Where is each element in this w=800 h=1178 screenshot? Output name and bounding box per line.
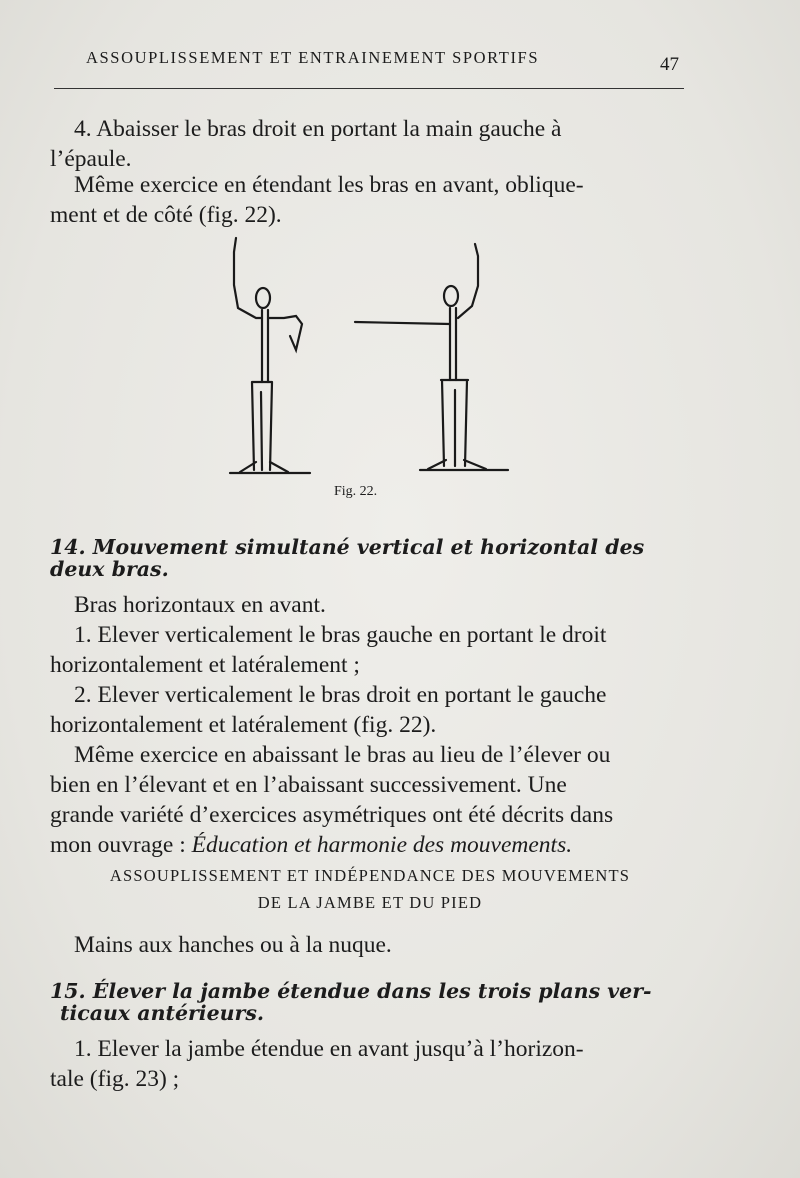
heading-line: 14. Mouvement simultané vertical et horizontal des (50, 535, 645, 559)
text-line: Mains aux hanches ou à la nuque. (74, 932, 392, 958)
text-line: 4. Abaisser le bras droit en portant la main gauche à (74, 116, 562, 142)
text-line: grande variété d’exercices asymétriques ont été décrits dans (50, 802, 614, 828)
text-line: Même exercice en abaissant le bras au lieu de l’élever ou (74, 742, 611, 768)
stick-figure-right (355, 244, 508, 470)
page-number: 47 (660, 54, 679, 75)
text-line: horizontalement et latéralement ; (50, 652, 360, 678)
right-figure-feet (428, 460, 486, 469)
figure-caption: Fig. 22. (334, 484, 378, 499)
paragraph-hands (50, 930, 690, 960)
section-14-heading (50, 536, 690, 580)
text-line: 1. Elever la jambe étendue en avant jusqu’à l’horizon- (74, 1036, 584, 1062)
left-figure-head (256, 288, 270, 308)
left-figure-feet (240, 462, 288, 472)
left-figure-legs (252, 382, 272, 470)
heading-line: deux bras. (50, 557, 169, 581)
section-15-heading (50, 980, 690, 1024)
text-line: bien en l’élevant et en l’abaissant successivement. Une (50, 772, 567, 798)
right-figure-raised-arm (458, 244, 478, 318)
heading-line: 15. Élever la jambe étendue dans les trois plans ver- (50, 979, 652, 1003)
text-line: Bras horizontaux en avant. (74, 592, 326, 618)
section-14-body (50, 590, 690, 860)
subheading-line: DE LA JAMBE ET DU PIED (257, 893, 483, 912)
text-span: mon ouvrage : (50, 832, 192, 858)
subheading-line: ASSOUPLISSEMENT ET INDÉPENDANCE DES MOUVEMENTS (109, 866, 631, 885)
running-head-title: ASSOUPLISSEMENT ET ENTRAINEMENT SPORTIFS (86, 48, 540, 67)
right-figure-horizontal-arm (355, 322, 450, 324)
right-figure-head (444, 286, 458, 306)
book-title: Éducation et harmonie des mouvements. (191, 832, 573, 858)
figure-22-illustration (0, 0, 800, 520)
text-line: ment et de côté (fig. 22). (50, 202, 282, 228)
section-15-body (50, 1034, 690, 1094)
text-line: horizontalement et latéralement (fig. 22). (50, 712, 437, 738)
left-figure-bent-arm (268, 316, 302, 350)
left-figure-torso (262, 310, 268, 382)
text-line (50, 830, 690, 860)
stick-figure-left (230, 238, 310, 473)
text-line: l’épaule. (50, 146, 132, 172)
text-line: Même exercice en étendant les bras en avant, oblique- (74, 172, 584, 198)
heading-line: ticaux antérieurs. (60, 1001, 264, 1025)
text-line: 2. Elever verticalement le bras droit en portant le gauche (74, 682, 607, 708)
right-figure-torso (450, 308, 456, 380)
section-subheading (50, 862, 690, 916)
text-line: tale (fig. 23) ; (50, 1066, 180, 1092)
right-figure-legs (441, 380, 468, 466)
text-line: 1. Elever verticalement le bras gauche en portant le droit (74, 622, 607, 648)
